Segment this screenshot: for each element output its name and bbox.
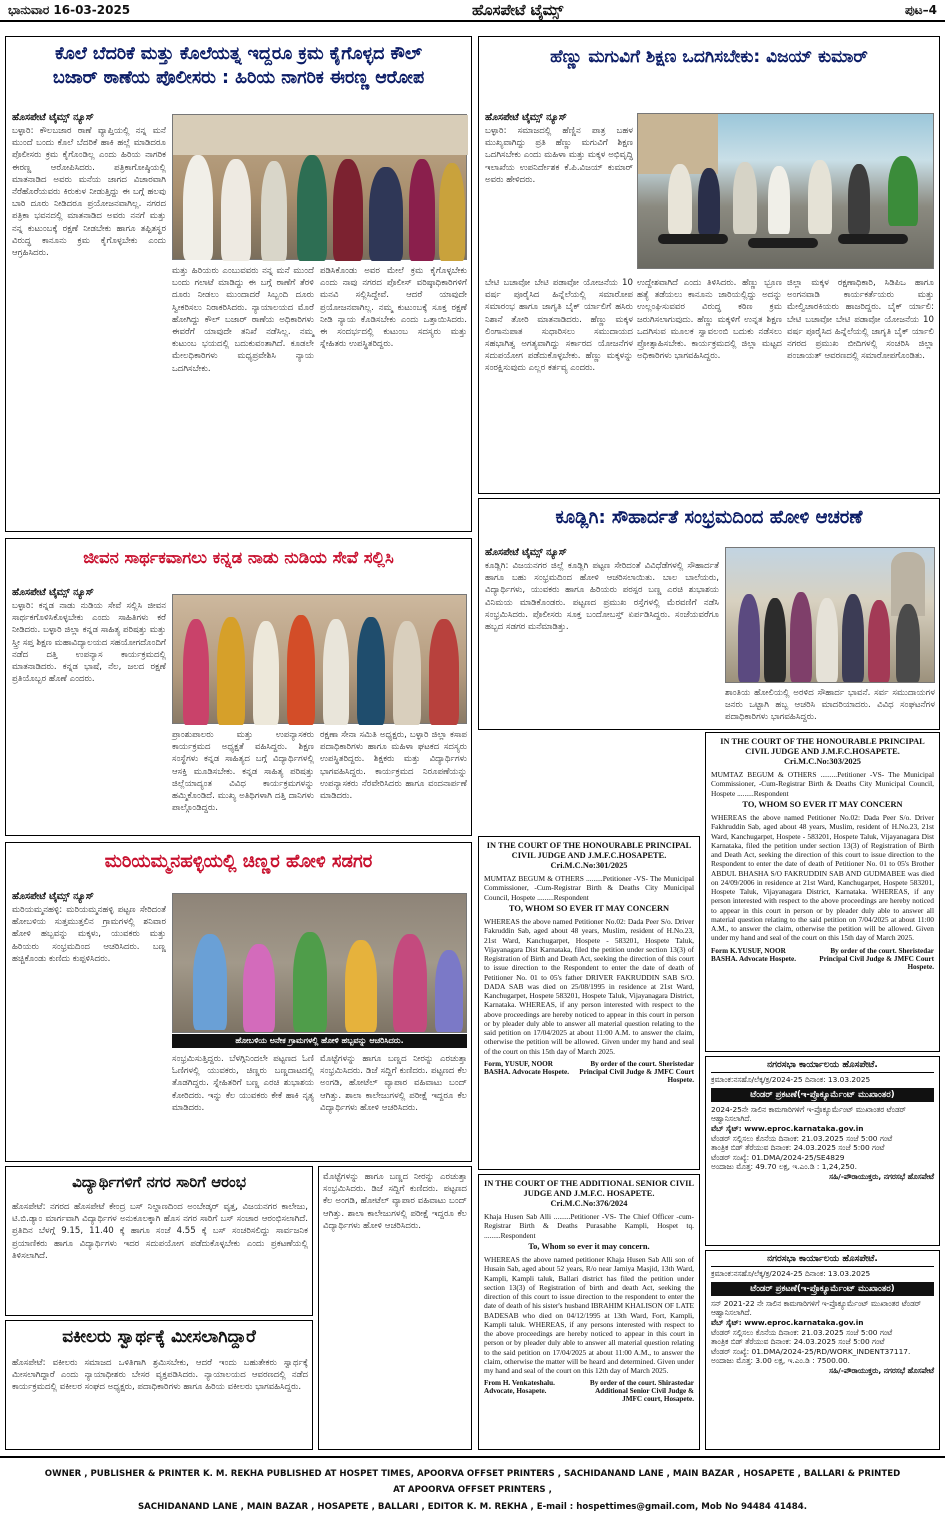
article-text: ಬಳ್ಳಾರಿ: ಕೌಲಬಜಾರ ಠಾಣೆ ವ್ಯಾಪ್ತಿಯಲ್ಲಿ ನನ್ನ ಮನೆ ಮುಂದೆ ಬಂದು ಕೊಲೆ ಬೆದರಿಕೆ ಹಾಕಿ ಹಲ್ಲೆ ಮಾಡಿದರೂ ಪೊಲೀಸರು ಕ್ರಮ ಕೈಗೊಂಡಿಲ್ಲ ಎಂದು ಹಿರಿಯ ನಾಗರಿಕ ಈರಣ್ಣ ಆರೋಪಿಸಿದರು. ಪತ್ರಿಕಾಗೋಷ್ಠಿಯಲ್ಲಿ ಮಾತನಾಡಿದ ಅವರು ಮನೆಯ ಜಾಗದ ವಿಚಾರವಾಗಿ ನೆರೆಹೊರೆಯವರು ಕಿರುಕುಳ ನೀಡುತ್ತಿದ್ದು ಈ ಬಗ್ಗೆ ಹಲವು ಬಾರಿ ದೂರು ನೀಡಿದರೂ ಪ್ರಯೋಜನವಾಗಿಲ್ಲ. ನಗರದ ಪತ್ರಿಕಾ ಭವನದಲ್ಲಿ ಮಾತನಾಡಿದ ಅವರು ನನಗೆ ಮತ್ತು ನನ್ನ ಕುಟುಂಬಕ್ಕೆ ರಕ್ಷಣೆ ನೀಡಬೇಕು ಹಾಗೂ ತಪ್ಪಿತಸ್ಥರ ವಿರುದ್ಧ ಕಾನೂನು ಕ್ರಮ ಕೈಗೊಳ್ಳಬೇಕು ಎಂದು ಆಗ್ರಹಿಸಿದರು.	[12, 126, 166, 259]
imprint-footer	[0, 1456, 945, 1512]
headline: ಕೊಲೆ ಬೆದರಿಕೆ ಮತ್ತು ಕೊಲೆಯತ್ನ ಇದ್ದರೂ ಕ್ರಮ ಕೈಗೊಳ್ಳದ ಕೌಲ್	[55, 44, 422, 64]
tender-line: ಅಂದಾಜು ಮೊತ್ತ: 3.00 ಲಕ್ಷ, ಇ.ಎಂ.ಡಿ : 7500.00.	[711, 1356, 850, 1366]
article-column	[12, 1201, 308, 1313]
tender-line: ಟೆಂಡರ್ ಸಂಖ್ಯೆ: 01.DMA/2024-25/SE4829	[711, 1152, 845, 1162]
photo-caption: ಹೋಬಳಿಯ ಅನೇಕ ಗ್ರಾಮಗಳಲ್ಲಿ ಹೋಳಿ ಹಬ್ಬವನ್ನು ಆಚರಿಸಿದರು.	[172, 1034, 467, 1048]
article-kannada-service	[5, 538, 472, 836]
article-column	[485, 112, 633, 272]
byline: ಹೊಸಪೇಟೆ ಟೈಮ್ಸ್ ನ್ಯೂಸ್	[12, 891, 94, 902]
tender-website: ವೆಬ್ ಸೈಟ್: www.eproc.karnataka.gov.in	[711, 1317, 864, 1327]
headline: ವಕೀಲರು ಸ್ವಾರ್ಥಕ್ಕೆ ಮೀಸಲಾಗಿದ್ದಾರೆ	[62, 1327, 256, 1347]
article-column	[172, 729, 314, 832]
article-text: ಕೂಡ್ಲಿಗಿ: ವಿಜಯನಗರ ಜಿಲ್ಲೆ ಕೂಡ್ಲಿಗಿ ಪಟ್ಟಣ ಸೇರಿದಂತೆ ವಿವಿಧೆಡೆಗಳಲ್ಲಿ ಸೌಹಾರ್ದತೆ ಹಾಗೂ ಬಹು ಸಂಭ್ರಮದಿಂದ ಹೋಳಿ ಆಚರಿಸಲಾಯಿತು. ಬಾಲ ಬಾಲೆಯರು, ವಿದ್ಯಾರ್ಥಿಗಳು, ಯುವಕರು ಹಾಗೂ ಹಿರಿಯರು ಪರಸ್ಪರ ಬಣ್ಣ ಎರಚಿ ಶುಭಾಶಯ ವಿನಿಮಯ ಮಾಡಿಕೊಂಡರು. ಪಟ್ಟಣದ ಪ್ರಮುಖ ರಸ್ತೆಗಳಲ್ಲಿ ಮೆರವಣಿಗೆ ನಡೆಸಿ ಸಂಭ್ರಮಿಸಿದರು. ಪೊಲೀಸರು ಸೂಕ್ತ ಬಂದೋಬಸ್ತ್ ಏರ್ಪಡಿಸಿದ್ದರು. ಸಂಜೆಯವರೆಗೂ ಹಬ್ಬದ ಸಡಗರ ಮನೆಮಾಡಿತ್ತು.	[485, 561, 719, 633]
article-text: ಜಿಲ್ಲಾ ಮಕ್ಕಳ ರಕ್ಷಣಾಧಿಕಾರಿ, ಸಿಡಿಪಿಒ ಹಾಗೂ ಅಂಗನವಾಡಿ ಕಾರ್ಯಕರ್ತೆಯರು ಮತ್ತು ಮೇಲ್ವಿಚಾರಕಿಯರು ಹಾಜರಿದ್ದರು. ಬೈಕ್ ರ್ಯಾಲಿ: ಬೇಟಿ ಬಚಾವೋ ಬೇಟಿ ಪಡಾವೋ ಯೋಜನೆಯ 10 ವರ್ಷ ಪೂರೈಸಿದ ಹಿನ್ನೆಲೆಯಲ್ಲಿ ಜಾಗೃತಿ ಬೈಕ್ ರ್ಯಾಲಿ ನಗರದ ಪ್ರಮುಖ ಬೀದಿಗಳಲ್ಲಿ ಸಂಚರಿಸಿ ಜಿಲ್ಲಾ ಪಂಚಾಯತ್ ಆವರಣದಲ್ಲಿ ಸಮಾರೋಪಗೊಂಡಿತು.	[787, 278, 934, 362]
article-column	[12, 891, 166, 1157]
children-holi-photo	[172, 893, 467, 1033]
article-column	[485, 277, 633, 489]
tender-notice-2	[705, 1250, 940, 1450]
court-name: IN THE COURT OF THE ADDITIONAL SENIOR CIVIL JUDGE AND J.M.F.C. HOSAPETE.	[484, 1179, 694, 1199]
imprint-line: SACHIDANAND LANE , MAIN BAZAR , HOSAPETE , BALLARI , EDITOR K. M. REKHA , E-mail : hospettimes@gmail.com, Mob No 94484 41484.	[137, 1501, 808, 1512]
byline: ಹೊಸಪೇಟೆ ಟೈಮ್ಸ್ ನ್ಯೂಸ್	[12, 112, 94, 123]
court-signature: By order of the court. Sheristedar Principal Civil Judge & JMFC Court Hospete.	[819, 946, 934, 971]
article-text: ರಕ್ಷಣಾ ಸೇನಾ ಸಮಿತಿ ಅಧ್ಯಕ್ಷರು, ಬಳ್ಳಾರಿ ಜಿಲ್ಲಾ ಕಸಾಪ ಪದಾಧಿಕಾರಿಗಳು ಹಾಗೂ ಮಹಿಳಾ ಘಟಕದ ಸದಸ್ಯರು ಉಪಸ್ಥಿತರಿದ್ದರು. ಶಿಕ್ಷಕರು ಮತ್ತು ವಿದ್ಯಾರ್ಥಿಗಳು ಭಾಗವಹಿಸಿದ್ದರು. ಕಾರ್ಯಕ್ರಮದ ನಿರೂಪಣೆಯನ್ನು ಉಪನ್ಯಾಸಕರು ನೆರವೇರಿಸಿದರು ಹಾಗೂ ವಂದನಾರ್ಪಣೆ ಮಾಡಿದರು.	[320, 730, 467, 802]
notice-to: To, Whom so ever it may concern.	[528, 1241, 650, 1251]
page-number: ಪುಟ–4	[905, 2, 937, 17]
advocate: Form, YUSUF, NOOR BASHA. Advocate Hospete.	[484, 1059, 570, 1076]
notice-to: TO, WHOM SO EVER IT MAY CONCERN	[742, 799, 903, 809]
issue-date: ಭಾನುವಾರ 16-03-2025	[8, 2, 131, 17]
court-notice-376	[478, 1174, 700, 1450]
court-notice-301	[478, 836, 700, 1170]
case-number: Cri.M.C.No:303/2025	[784, 757, 861, 767]
headline: ಮರಿಯಮ್ಮನಹಳ್ಳಿಯಲ್ಲಿ ಚಿಣ್ಣರ ಹೋಳಿ ಸಡಗರ	[104, 851, 373, 872]
article-lawyers	[5, 1320, 313, 1450]
article-text: ಪಡಿಸಿಕೊಂಡು ಅವರ ಮೇಲೆ ಕ್ರಮ ಕೈಗೊಳ್ಳಬೇಕು ಎಂದು ನಾವು ನಗರದ ಪೊಲೀಸ್ ವರಿಷ್ಠಾಧಿಕಾರಿಗಳಿಗೆ ಮನವಿ ಸಲ್ಲಿಸಿದ್ದೇವೆ. ಆದರೆ ಯಾವುದೇ ಪ್ರಯೋಜನವಾಗಿಲ್ಲ. ನಮ್ಮ ಕುಟುಂಬಕ್ಕೆ ಸೂಕ್ತ ರಕ್ಷಣೆ ನೀಡಿ ನ್ಯಾಯ ಕೊಡಿಸಬೇಕು ಎಂದು ಒತ್ತಾಯಿಸಿದರು. ಈ ಸಂದರ್ಭದಲ್ಲಿ ಕುಟುಂಬ ಸದಸ್ಯರು ಮತ್ತು ಸ್ನೇಹಿತರು ಉಪಸ್ಥಿತರಿದ್ದರು.	[320, 266, 467, 350]
notice-body: WHEREAS the above named petitioner Khaja Husen Sab Alli son of Husain Sab, aged about 52 years, R/o near Jamiya Masjid, 13th Ward, Kampli, Kampli taluk, Ballari district has filed the petition under section 13(3) of Registration of birth and death Act, seeking the direction of this court to issue direction to the respondent to enter the date of death of his sister's husband IBRAHIM KHALISON OF LATE BADESAB who died on 04/12/1995 at 13th Ward, Fort, Kampli, Kampli taluk. WHEREAS, if any persons interested with respect to the above proceedings are hereby noticed to appear in this court in person or by pleader duly able to answer all material question relating to the said petition on 17/04/2025 at about 11:00 A.M., to answer the claim, otherwise the matter will be heard and determined. Given under my hand and seal of the court on this 12th day of March 2025.	[484, 1255, 694, 1376]
article-text: ಮೊಟ್ಟೆಗಳನ್ನು ಹಾಗೂ ಬಣ್ಣದ ನೀರನ್ನು ಎರಚುತ್ತಾ ಸಂಭ್ರಮಿಸಿದರು. ಡಿಜೆ ಸದ್ದಿಗೆ ಕುಣಿದರು. ಪಟ್ಟಣದ ಕೆಲ ಅಂಗಡಿ, ಹೋಟೆಲ್ ವ್ಯಾಪಾರ ವಹಿವಾಟು ಬಂದ್ ಆಗಿತ್ತು. ಶಾಲಾ ಕಾಲೇಜುಗಳಲ್ಲಿ ಪರೀಕ್ಷೆ ಇದ್ದರೂ ಕೆಲ ವಿದ್ಯಾರ್ಥಿಗಳು ಹೋಳಿ ಆಚರಿಸಿದರು.	[323, 1172, 467, 1231]
tender-line: 2024-25ನೇ ಸಾಲಿನ ಕಾಮಗಾರಿಗಳಿಗೆ ಇ-ಪ್ರೊಕ್ಯೂರ್ಮೆಂಟ್ ಮುಖಾಂತರ ಟೆಂಡರ್ ಆಹ್ವಾನಿಸಲಾಗಿದೆ.	[711, 1104, 906, 1124]
article-girl-child	[478, 36, 940, 494]
tender-website: ವೆಬ್ ಸೈಟ್: www.eproc.karnataka.gov.in	[711, 1123, 864, 1133]
headline: ಜೀವನ ಸಾರ್ಥಕವಾಗಲು ಕನ್ನಡ ನಾಡು ನುಡಿಯ ಸೇವೆ ಸಲ್ಲಿಸಿ	[83, 548, 394, 567]
advocate: From H. Venkateshalu. Advocate, Hosapete.	[484, 1379, 555, 1396]
article-column	[485, 547, 719, 727]
article-text: ಪ್ರಾಂಶುಪಾಲರು ಮತ್ತು ಉಪನ್ಯಾಸಕರು ಕಾರ್ಯಕ್ರಮದ ಅಧ್ಯಕ್ಷತೆ ವಹಿಸಿದ್ದರು. ಶಿಕ್ಷಣ ಸಂಸ್ಥೆಗಳು ಕನ್ನಡ ಸಾಹಿತ್ಯದ ಬಗ್ಗೆ ವಿದ್ಯಾರ್ಥಿಗಳಲ್ಲಿ ಆಸಕ್ತಿ ಮೂಡಿಸಬೇಕು. ಕನ್ನಡ ಸಾಹಿತ್ಯ ಪರಿಷತ್ತು ಜಿಲ್ಲೆಯಾದ್ಯಂತ ವಿವಿಧ ಕಾರ್ಯಕ್ರಮಗಳನ್ನು ಹಮ್ಮಿಕೊಂಡಿದೆ. ಮುಖ್ಯ ಅತಿಥಿಗಳಾಗಿ ದತ್ತಿ ದಾನಿಗಳು ಪಾಲ್ಗೊಂಡಿದ್ದರು.	[172, 730, 314, 814]
tender-line: ಟೆಂಡರ್ ಸಲ್ಲಿಸಲು ಕೊನೆಯ ದಿನಾಂಕ: 21.03.2025 ಸಂಜೆ 5:00 ಗಂಟೆ	[711, 1133, 893, 1143]
article-text: ಮರಿಯಮ್ಮನಹಳ್ಳಿ: ಮರಿಯಮ್ಮನಹಳ್ಳಿ ಪಟ್ಟಣ ಸೇರಿದಂತೆ ಹೋಬಳಿಯ ಸುತ್ತಮುತ್ತಲಿನ ಗ್ರಾಮಗಳಲ್ಲಿ ಶನಿವಾರ ಹೋಳಿ ಹಬ್ಬವನ್ನು ಮಕ್ಕಳು, ಯುವಕರು ಮತ್ತು ಹಿರಿಯರು ಸಂಭ್ರಮದಿಂದ ಆಚರಿಸಿದರು. ಬಣ್ಣ ಹಚ್ಚಿಕೊಂಡು ಕುಣಿದು ಕುಪ್ಪಳಿಸಿದರು.	[12, 905, 166, 964]
office-name: ನಗರಸಭಾ ಕಾರ್ಯಾಲಯ ಹೊಸಪೇಟೆ.	[711, 1254, 934, 1267]
tender-ref: ಕ್ರಮಾಂಕ:ನಸಹೊ/ಲೆಕ್ಕ/ಕ್ರ/2024-25 ದಿನಾಂಕ: 13.03.2025	[711, 1269, 871, 1278]
byline: ಹೊಸಪೇಟೆ ಟೈಮ್ಸ್ ನ್ಯೂಸ್	[485, 547, 567, 558]
headline: ಬಜಾರ್ ಠಾಣೆಯ ಪೊಲೀಸರು : ಹಿರಿಯ ನಾಗರಿಕ ಈರಣ್ಣ ಆರೋಪ	[52, 68, 425, 89]
parties: Khaja Husen Sab Alli .........Petitioner -VS- The Chief Officer -cum-Registrar Birth & Deaths Purasabhe Kampli, Hospet tq. .........Respondent	[484, 1212, 694, 1240]
newspaper-title: ಹೊಸಪೇಟೆ ಟೈಮ್ಸ್	[471, 1, 564, 19]
kudligi-holi-photo	[725, 547, 935, 683]
parties: MUMTAZ BEGUM & OTHERS .........Petitioner -VS- The Municipal Commissioner, -Cum-Registrar Birth & Deaths City Municipal Council, Hospete .........Respondent	[711, 770, 934, 798]
tender-line: ತಾಂತ್ರಿಕ ಬಿಡ್ ತೆರೆಯುವ ದಿನಾಂಕ: 24.03.2025 ಸಂಜೆ 5:00 ಗಂಟೆ	[711, 1337, 885, 1347]
tender-signature: ಸಹಿ/-ಪೌರಾಯುಕ್ತರು, ನಗರಸಭೆ ಹೊಸಪೇಟೆ	[829, 1172, 934, 1181]
article-column	[172, 265, 314, 527]
article-text: ಶಾಂತಿಯ ಹೋಲಿಯಲ್ಲಿ ಅರಳಿದ ಸೌಹಾರ್ದ ಭಾವನೆ. ಸರ್ವ ಸಮುದಾಯಗಳ ಜನರು ಒಟ್ಟಾಗಿ ಹಬ್ಬ ಆಚರಿಸಿ ಮಾದರಿಯಾದರು. ವಿವಿಧ ಸಂಘಟನೆಗಳ ಪದಾಧಿಕಾರಿಗಳು ಭಾಗವಹಿಸಿದ್ದರು.	[725, 688, 935, 723]
tender-title: ಟೆಂಡರ್ ಪ್ರಕಟಣೆ(ಇ-ಪ್ರೊಕ್ಯೂರ್ಮೆಂಟ್ ಮುಖಾಂತರ)	[711, 1088, 934, 1102]
case-number: Cri.M.C.No:376/2024	[550, 1199, 628, 1209]
article-text: ಮತ್ತು ಹಿರಿಯರು ಎಂಬುವವರು ನನ್ನ ಮನೆ ಮುಂದೆ ಬಂದು ಗಲಾಟೆ ಮಾಡಿದ್ದು ಈ ಬಗ್ಗೆ ಠಾಣೆಗೆ ತೆರಳಿ ದೂರು ನೀಡಲು ಮುಂದಾದರೆ ಸಿಬ್ಬಂದಿ ದೂರು ಸ್ವೀಕರಿಸಲು ನಿರಾಕರಿಸಿದರು. ನ್ಯಾಯಾಲಯದ ಮೊರೆ ಹೋಗಿದ್ದು ಕೌಲ್ ಬಜಾರ್ ಠಾಣೆಯ ಅಧಿಕಾರಿಗಳು ಈವರೆಗೆ ಯಾವುದೇ ತನಿಖೆ ನಡೆಸಿಲ್ಲ. ನಮ್ಮ ಕುಟುಂಬ ಭಯದಲ್ಲಿ ಬದುಕುವಂತಾಗಿದೆ. ಕೂಡಲೇ ಮೇಲಧಿಕಾರಿಗಳು ಮಧ್ಯಪ್ರವೇಶಿಸಿ ನ್ಯಾಯ ಒದಗಿಸಬೇಕು.	[172, 266, 314, 374]
court-name: IN THE COURT OF THE HONOURABLE PRINCIPAL CIVIL JUDGE AND J.M.F.C.HOSAPETE.	[720, 737, 925, 757]
imprint-line: OWNER , PUBLISHER & PRINTER K. M. REKHA PUBLISHED AT HOSPET TIMES, APOORVA OFFSET PRINTERS , SACHIDANAND LANE , MAIN BAZAR , HOSAPETE , BALLARI & PRINTED AT APOORVA OFFSET PRINTERS ,	[44, 1469, 901, 1496]
masthead	[0, 0, 945, 22]
article-text: ಸಂಭ್ರಮಿಸುತ್ತಿದ್ದರು. ಬೆಳಗ್ಗಿನಿಂದಲೇ ಪಟ್ಟಣದ ಓಣಿ ಓಣಿಗಳಲ್ಲಿ ಯುವಕರು, ಚಿಣ್ಣರು ಬಣ್ಣದಾಟದಲ್ಲಿ ತೊಡಗಿದ್ದರು. ಸ್ನೇಹಿತರಿಗೆ ಬಣ್ಣ ಎರಚಿ ಶುಭಾಶಯ ಕೋರಿದರು. ಇನ್ನು ಕೆಲ ಯುವಕರು ಕೇಕೆ ಹಾಕಿ ನೃತ್ಯ ಮಾಡಿದರು.	[172, 1054, 314, 1113]
article-column	[320, 729, 467, 832]
article-text: ಹೊಸಪೇಟೆ: ನಗರದ ಹೊಸಪೇಟೆ ಕೇಂದ್ರ ಬಸ್ ನಿಲ್ದಾಣದಿಂದ ಅಂಬೇಡ್ಕರ್ ವೃತ್ತ, ವಿಜಯನಗರ ಕಾಲೇಜು, ಟಿ.ಬಿ.ಡ್ಯಾಂ ಮಾರ್ಗವಾಗಿ ವಿದ್ಯಾರ್ಥಿಗಳ ಅನುಕೂಲಕ್ಕಾಗಿ ಹೊಸ ನಗರ ಸಾರಿಗೆ ಬಸ್ ಸಂಚಾರ ಆರಂಭಿಸಲಾಗಿದೆ. ಪ್ರತಿದಿನ ಬೆಳಗ್ಗೆ 9.15, 11.40 ಕ್ಕೆ ಹಾಗೂ ಸಂಜೆ 4.55 ಕ್ಕೆ ಬಸ್ ಸಂಚರಿಸಲಿದ್ದು ಸಾರ್ವಜನಿಕ ಪ್ರಯಾಣಿಕರು ಹಾಗೂ ವಿದ್ಯಾರ್ಥಿಗಳು ಇದರ ಸದುಪಯೋಗ ಪಡೆದುಕೊಳ್ಳಬೇಕು ಎಂದು ಪ್ರಕಟಣೆಯಲ್ಲಿ ತಿಳಿಸಲಾಗಿದೆ.	[12, 1202, 308, 1261]
article-holi-village	[5, 842, 472, 1162]
article-column	[320, 265, 467, 527]
case-number: Cri.M.C.No:301/2025	[550, 861, 628, 871]
notice-body: WHEREAS the above named Petitioner No.02: Dada Peer S/o. Driver Fakhruddin Sab, aged about 48 years, Muslim, resident of H.No.23, 21st Ward, Kanchugarpet, Hospete - 583201, Hospete Taluk, Vijayanagara Dist Karnataka, filed the petition under section 13(3) of Registration of Birth and Death Act, seeking the direction of this court to issue direction to the Respondent to enter the date of death of Petitioner No. 01 to 05's Brother ABDUL BHASHA S/O FAKRUDDIN SAB AND GUDMABEE was died on 24/09/2006 in residence at 21st Ward, Kanchugarpet, Hospete 583201, Hospete Taluk, Vijayanagara District, Karnataka. WHEREAS, if any person interested with respect to the above proceedings are hereby noticed to appear in this court in person or by pleader duly able to answer all material question relating to the said petition on 7/04/2025 at about 11:00 A.M., to answer the claim, otherwise the petition will be allowed. Given under my hand and seal of the court on this 15th day of March 2025.	[711, 813, 934, 943]
tender-title: ಟೆಂಡರ್ ಪ್ರಕಟಣೆ(ಇ-ಪ್ರೊಕ್ಯೂರ್ಮೆಂಟ್ ಮುಖಾಂತರ)	[711, 1282, 934, 1296]
article-city-bus	[5, 1166, 313, 1316]
article-text: ಬಳ್ಳಾರಿ: ಕನ್ನಡ ನಾಡು ನುಡಿಯ ಸೇವೆ ಸಲ್ಲಿಸಿ ಜೀವನ ಸಾರ್ಥಕಗೊಳಿಸಿಕೊಳ್ಳಬೇಕು ಎಂದು ಸಾಹಿತಿಗಳು ಕರೆ ನೀಡಿದರು. ಬಳ್ಳಾರಿ ಜಿಲ್ಲಾ ಕನ್ನಡ ಸಾಹಿತ್ಯ ಪರಿಷತ್ತು ಮತ್ತು ಸ್ತ್ರೀ ಸಪ್ತ ಶಿಕ್ಷಣ ಮಹಾವಿದ್ಯಾಲಯದ ಸಹಯೋಗದೊಂದಿಗೆ ನಡೆದ ದತ್ತಿ ಉಪನ್ಯಾಸ ಕಾರ್ಯಕ್ರಮದಲ್ಲಿ ಮಾತನಾಡಿದರು. ಕನ್ನಡ ಭಾಷೆ, ನೆಲ, ಜಲದ ರಕ್ಷಣೆ ಪ್ರತಿಯೊಬ್ಬರ ಹೊಣೆ ಎಂದರು.	[12, 601, 166, 685]
court-notice-303	[705, 732, 940, 1052]
office-name: ನಗರಸಭಾ ಕಾರ್ಯಾಲಯ ಹೊಸಪೇಟೆ.	[711, 1060, 934, 1073]
tender-line: ಟೆಂಡರ್ ಸಲ್ಲಿಸಲು ಕೊನೆಯ ದಿನಾಂಕ: 21.03.2025 ಸಂಜೆ 5:00 ಗಂಟೆ	[711, 1327, 893, 1337]
bike-rally-photo	[637, 113, 934, 269]
tender-signature: ಸಹಿ/-ಪೌರಾಯುಕ್ತರು, ನಗರಸಭೆ ಹೊಸಪೇಟೆ	[829, 1366, 934, 1375]
article-column	[637, 277, 782, 489]
court-signature: By order of the court. Sheristedar Principal Civil Judge & JMFC Court Hospete.	[579, 1059, 694, 1084]
article-text: ಬೇಟಿ ಬಚಾವೋ ಬೇಟಿ ಪಡಾವೋ ಯೋಜನೆಯ 10 ವರ್ಷ ಪೂರೈಸಿದ ಹಿನ್ನೆಲೆಯಲ್ಲಿ ಸಮಾರೋಪ ಸಮಾರಂಭ ಹಾಗೂ ಜಾಗೃತಿ ಬೈಕ್ ರ್ಯಾಲಿಗೆ ಹಸಿರು ನಿಶಾನೆ ತೋರಿ ಮಾತನಾಡಿದರು. ಹೆಣ್ಣು ಮಕ್ಕಳ ಲಿಂಗಾನುಪಾತ ಸುಧಾರಿಸಲು ಸಮುದಾಯದ ಸಹಭಾಗಿತ್ವ ಅಗತ್ಯವಾಗಿದ್ದು ಸರ್ಕಾರದ ಯೋಜನೆಗಳ ಸದುಪಯೋಗ ಪಡೆದುಕೊಳ್ಳಬೇಕು. ಹೆಣ್ಣು ಮಕ್ಕಳನ್ನು ಸಂರಕ್ಷಿಸುವುದು ಎಲ್ಲರ ಕರ್ತವ್ಯ ಎಂದರು.	[485, 278, 633, 374]
article-kudligi-holi	[478, 498, 940, 730]
headline: ಕೂಡ್ಲಿಗಿ: ಸೌಹಾರ್ದತೆ ಸಂಭ್ರಮದಿಂದ ಹೋಳಿ ಆಚರಣೆ	[555, 507, 863, 528]
article-text: ಉದ್ದೇಶವಾಗಿದೆ ಎಂದು ತಿಳಿಸಿದರು. ಹೆಣ್ಣು ಭ್ರೂಣ ಹತ್ಯೆ ತಡೆಯಲು ಕಾನೂನು ಜಾರಿಯಲ್ಲಿದ್ದು ಅದನ್ನು ಉಲ್ಲಂಘಿಸುವವರ ವಿರುದ್ಧ ಕಠಿಣ ಕ್ರಮ ಜರುಗಿಸಲಾಗುವುದು. ಹೆಣ್ಣು ಮಕ್ಕಳಿಗೆ ಉನ್ನತ ಶಿಕ್ಷಣ ಒದಗಿಸುವ ಮೂಲಕ ಸ್ವಾವಲಂಬಿ ಬದುಕು ನಡೆಸಲು ಪ್ರೋತ್ಸಾಹಿಸಬೇಕು. ಕಾರ್ಯಕ್ರಮದಲ್ಲಿ ಜಿಲ್ಲಾ ಮಟ್ಟದ ಅಧಿಕಾರಿಗಳು ಭಾಗವಹಿಸಿದ್ದರು.	[637, 278, 782, 362]
tender-notice-1	[705, 1056, 940, 1246]
article-continuation	[318, 1166, 472, 1450]
tender-line: ಅಂದಾಜು ಮೊತ್ತ: 49.70 ಲಕ್ಷ, ಇ.ಎಂ.ಡಿ : 1,24,250.	[711, 1162, 857, 1172]
article-column	[12, 1357, 308, 1447]
byline: ಹೊಸಪೇಟೆ ಟೈಮ್ಸ್ ನ್ಯೂಸ್	[12, 587, 94, 598]
headline: ಹೆಣ್ಣು ಮಗುವಿಗೆ ಶಿಕ್ಷಣ ಒದಗಿಸಬೇಕು: ವಿಜಯ್ ಕುಮಾರ್	[550, 47, 868, 67]
tender-ref: ಕ್ರಮಾಂಕ:ನಸಹೊ/ಲೆಕ್ಕ/ಕ್ರ/2024-25 ದಿನಾಂಕ: 13.03.2025	[711, 1075, 871, 1084]
tender-line: ತಾಂತ್ರಿಕ ಬಿಡ್ ತೆರೆಯುವ ದಿನಾಂಕ: 24.03.2025 ಸಂಜೆ 5:00 ಗಂಟೆ	[711, 1143, 885, 1153]
byline: ಹೊಸಪೇಟೆ ಟೈಮ್ಸ್ ನ್ಯೂಸ್	[485, 112, 567, 123]
article-column	[12, 587, 166, 832]
article-column	[172, 1053, 314, 1157]
notice-body: WHEREAS the above named Petitioner No.02: Dada Peer S/o. Driver Fakruddin Sab, aged about 48 years, Muslim, resident of H.No.23, 21st Ward, Kanchugarpet, Hospete - 583201, Hospete Taluk, Vijayanagara Dist Karnataka, filed the petition under section 13(3) of Registration of Birth and Death Act, seeking the direction of this court to issue direction to the Respondent to enter the date of death of Petitioner No. 01 to 05's father DRIVER FAKRUDDIN SAB S/O. DADA SAB was died on 25/08/1995 in residence at 21st Ward, Kanchugarpet, Hospete 583201, Hospete Taluk, Vijayanagara District, Karnataka. WHEREAS, if any person interested with respect to the above proceedings are hereby noticed to appear in this court in person or by pleader duly able to answer all material question relating to the said petition on 17/04/2025 at about 11:00 A.M. to answer the claim, otherwise the petition will be allowed. Given under my hand and seal of the court on this 15th day of March 2025.	[484, 917, 694, 1056]
article-column	[320, 1053, 467, 1157]
headline: ವಿದ್ಯಾರ್ಥಿಗಳಿಗೆ ನಗರ ಸಾರಿಗೆ ಆರಂಭ	[72, 1173, 246, 1191]
tender-line: ಟೆಂಡರ್ ಸಂಖ್ಯೆ: 01.DMA/2024-25/RD/WORK_INDENT37117.	[711, 1346, 911, 1356]
article-column	[787, 277, 934, 489]
article-text: ಬಳ್ಳಾರಿ: ಸಮಾಜದಲ್ಲಿ ಹೆಣ್ಣಿನ ಪಾತ್ರ ಬಹಳ ಮುಖ್ಯವಾಗಿದ್ದು ಪ್ರತಿ ಹೆಣ್ಣು ಮಗುವಿಗೆ ಶಿಕ್ಷಣ ಒದಗಿಸಬೇಕು ಎಂದು ಮಹಿಳಾ ಮತ್ತು ಮಕ್ಕಳ ಅಭಿವೃದ್ಧಿ ಇಲಾಖೆಯ ಉಪನಿರ್ದೇಶಕ ಕೆ.ಪಿ.ವಿಜಯ್ ಕುಮಾರ್ ಅವರು ಹೇಳಿದರು.	[485, 126, 633, 185]
article-text: ಹೊಸಪೇಟೆ: ವಕೀಲರು ಸಮಾಜದ ಒಳಿತಿಗಾಗಿ ಶ್ರಮಿಸಬೇಕು, ಆದರೆ ಇಂದು ಬಹುತೇಕರು ಸ್ವಾರ್ಥಕ್ಕೆ ಮೀಸಲಾಗಿದ್ದಾರೆ ಎಂದು ನ್ಯಾಯಾಧೀಶರು ಬೇಸರ ವ್ಯಕ್ತಪಡಿಸಿದರು. ನ್ಯಾಯಾಲಯದ ಆವರಣದಲ್ಲಿ ನಡೆದ ಕಾರ್ಯಕ್ರಮದಲ್ಲಿ ವಕೀಲರ ಸಂಘದ ಅಧ್ಯಕ್ಷರು, ಪದಾಧಿಕಾರಿಗಳು ಹಾಗೂ ಹಿರಿಯ ವಕೀಲರು ಭಾಗವಹಿಸಿದ್ದರು.	[12, 1358, 308, 1393]
article-text: ಮೊಟ್ಟೆಗಳನ್ನು ಹಾಗೂ ಬಣ್ಣದ ನೀರನ್ನು ಎರಚುತ್ತಾ ಸಂಭ್ರಮಿಸಿದರು. ಡಿಜೆ ಸದ್ದಿಗೆ ಕುಣಿದರು. ಪಟ್ಟಣದ ಕೆಲ ಅಂಗಡಿ, ಹೋಟೆಲ್ ವ್ಯಾಪಾರ ವಹಿವಾಟು ಬಂದ್ ಆಗಿತ್ತು. ಶಾಲಾ ಕಾಲೇಜುಗಳಲ್ಲಿ ಪರೀಕ್ಷೆ ಇದ್ದರೂ ಕೆಲ ವಿದ್ಯಾರ್ಥಿಗಳು ಹೋಳಿ ಆಚರಿಸಿದರು.	[320, 1054, 467, 1113]
article-column	[12, 112, 166, 527]
parties: MUMTAZ BEGUM & OTHERS .........Petitioner -VS- The Municipal Commissioner, -Cum-Registrar Birth & Deaths City Municipal Council, Hospete .........Respondent	[484, 874, 694, 902]
tender-line: ಸನ್ 2021-22 ನೇ ಸಾಲಿನ ಕಾಮಗಾರಿಗಳಿಗೆ ಇ-ಪ್ರೊಕ್ಯೂರ್ಮೆಂಟ್ ಮುಖಾಂತರ ಟೆಂಡರ್ ಆಹ್ವಾನಿಸಲಾಗಿದೆ.	[711, 1298, 922, 1318]
court-name: IN THE COURT OF THE HONOURABLE PRINCIPAL CIVIL JUDGE AND J.M.F.C.HOSAPETE.	[486, 841, 692, 861]
article-column	[725, 687, 935, 727]
award-ceremony-photo	[172, 594, 467, 724]
press-meet-photo	[172, 114, 467, 260]
article-bazaar	[5, 36, 472, 532]
court-signature: By order of the court. Shirastedar Additional Senior Civil Judge & JMFC court, Hosapete.	[589, 1379, 694, 1404]
notice-to: TO, WHOM SO EVER IT MAY CONCERN	[508, 903, 670, 913]
advocate: Form K.YUSUF, NOOR BASHA. Advocate Hospete.	[711, 946, 797, 963]
